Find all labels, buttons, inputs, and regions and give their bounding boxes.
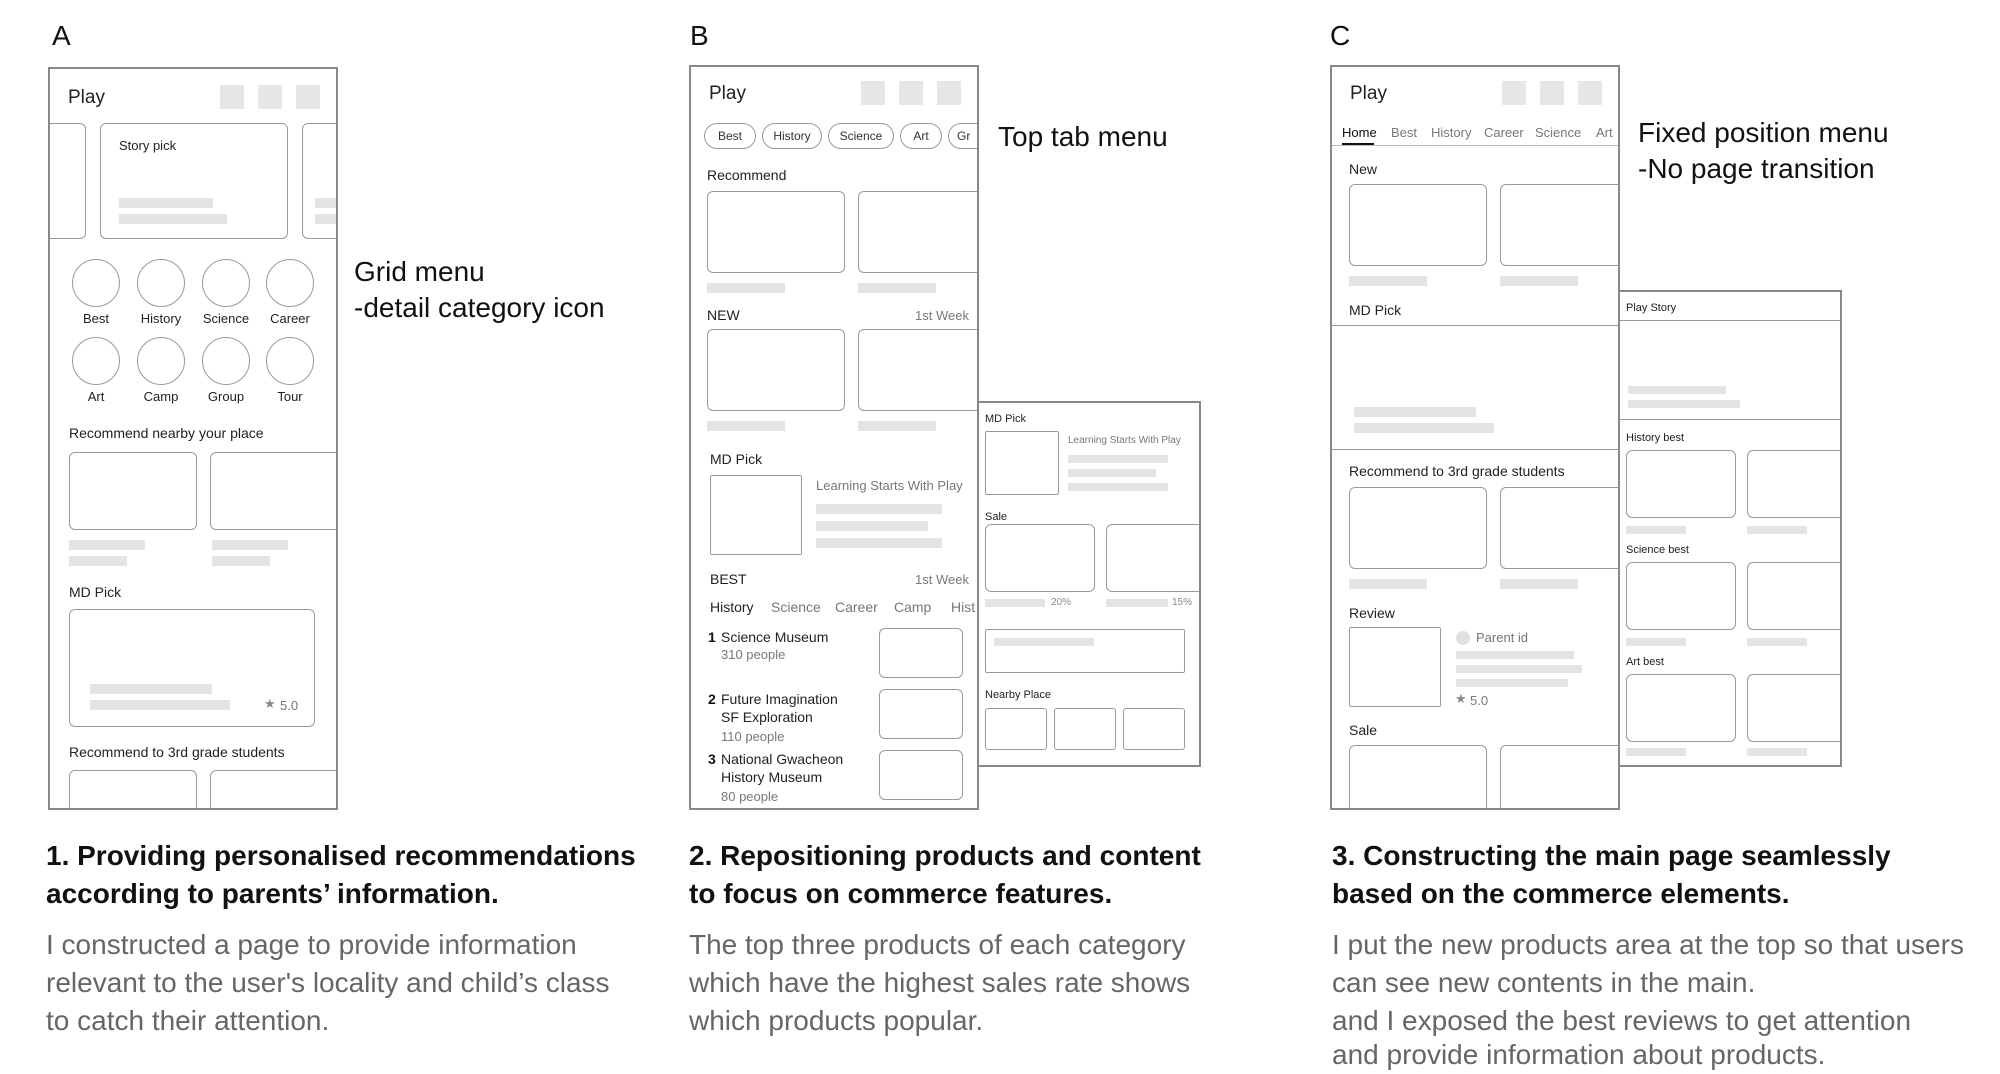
star-icon: ★ bbox=[1455, 691, 1467, 706]
category-label: History bbox=[140, 311, 182, 326]
placeholder-bar bbox=[816, 538, 942, 548]
header-icon[interactable] bbox=[1578, 81, 1602, 105]
placeholder-bar bbox=[816, 521, 928, 531]
section-description: I constructed a page to provide information bbox=[46, 929, 577, 960]
category-label: Group bbox=[207, 389, 245, 404]
tab-best[interactable]: Best bbox=[704, 123, 756, 149]
best-tab-science[interactable]: Science bbox=[771, 599, 821, 615]
section-title: MD Pick bbox=[69, 584, 122, 600]
product-card[interactable] bbox=[707, 191, 845, 273]
rank-people: 310 people bbox=[721, 647, 786, 662]
tab-career[interactable]: Career bbox=[1484, 125, 1524, 140]
avatar bbox=[1456, 631, 1470, 645]
md-pick-image[interactable] bbox=[710, 475, 802, 555]
header-icon[interactable] bbox=[1502, 81, 1526, 105]
star-icon: ★ bbox=[264, 696, 276, 711]
section-letter: C bbox=[1330, 20, 1351, 51]
placeholder-bar bbox=[1349, 579, 1427, 589]
placeholder-bar bbox=[1628, 386, 1726, 394]
wireframe-b-extension bbox=[979, 401, 1201, 767]
product-card[interactable] bbox=[1747, 674, 1842, 742]
placeholder-bar bbox=[1456, 679, 1568, 687]
tab-science[interactable]: Science bbox=[1535, 125, 1582, 140]
app-title: Play bbox=[1350, 83, 1387, 104]
placeholder-bar bbox=[69, 540, 145, 550]
section-description: I put the new products area at the top so that users bbox=[1332, 929, 1964, 960]
review-image[interactable] bbox=[1349, 627, 1441, 707]
product-card[interactable] bbox=[69, 452, 197, 530]
category-science-icon[interactable] bbox=[202, 259, 250, 307]
category-best-icon[interactable] bbox=[72, 259, 120, 307]
placeholder-bar bbox=[1626, 638, 1686, 646]
placeholder-bar bbox=[119, 198, 213, 208]
placeholder-bar bbox=[1456, 665, 1582, 673]
rank-number: 2 bbox=[708, 691, 716, 707]
product-card[interactable] bbox=[210, 452, 338, 530]
annotation: Grid menu bbox=[354, 256, 485, 287]
divider bbox=[1620, 419, 1842, 420]
tab-art[interactable]: Art bbox=[900, 123, 942, 149]
product-card[interactable] bbox=[858, 329, 979, 411]
rank-people: 80 people bbox=[721, 789, 779, 804]
carousel-card[interactable] bbox=[48, 123, 86, 239]
placeholder-bar bbox=[1068, 483, 1168, 491]
rank-thumbnail[interactable] bbox=[879, 750, 963, 800]
section-title: NEW bbox=[707, 307, 740, 323]
rank-name-line2: History Museum bbox=[721, 769, 823, 785]
header-icon[interactable] bbox=[899, 81, 923, 105]
section-description: The top three products of each category bbox=[689, 929, 1186, 960]
placeholder-bar bbox=[1628, 400, 1740, 408]
placeholder-bar bbox=[858, 283, 936, 293]
section-description: and provide information about products. bbox=[1332, 1039, 1826, 1070]
section-description: which products popular. bbox=[689, 1005, 984, 1036]
product-card[interactable] bbox=[858, 191, 979, 273]
product-card[interactable] bbox=[1626, 562, 1736, 630]
section-title: Recommend bbox=[707, 167, 787, 183]
section-description: and I exposed the best reviews to get attention bbox=[1332, 1005, 1912, 1036]
section-title: BEST bbox=[710, 571, 747, 587]
divider bbox=[1332, 145, 1620, 146]
rank-people: 110 people bbox=[721, 729, 785, 744]
placeholder-bar bbox=[315, 198, 338, 208]
placeholder-bar bbox=[858, 421, 936, 431]
md-pick-caption: Learning Starts With Play bbox=[1068, 435, 1181, 446]
nearby-card[interactable] bbox=[1123, 708, 1185, 750]
product-card[interactable] bbox=[1626, 450, 1736, 518]
header-icon[interactable] bbox=[861, 81, 885, 105]
annotation: Fixed position menu bbox=[1638, 117, 1889, 148]
section-heading: to focus on commerce features. bbox=[689, 878, 1113, 909]
placeholder-bar bbox=[707, 421, 785, 431]
section-title: MD Pick bbox=[985, 413, 1026, 425]
section-title: Recommend to 3rd grade students bbox=[69, 744, 285, 760]
section-heading: 1. Providing personalised recommendations bbox=[46, 840, 636, 871]
category-label: Tour bbox=[277, 389, 303, 404]
section-title: History best bbox=[1626, 432, 1685, 444]
product-card[interactable] bbox=[1500, 487, 1620, 569]
placeholder-bar bbox=[1747, 526, 1807, 534]
product-card[interactable] bbox=[1500, 184, 1620, 266]
sale-card[interactable] bbox=[1349, 745, 1487, 810]
rating: 5.0 bbox=[280, 698, 299, 713]
section-title: Sale bbox=[985, 511, 1008, 523]
placeholder-bar bbox=[1626, 748, 1686, 756]
category-group-icon[interactable] bbox=[202, 337, 250, 385]
rank-name-line2: SF Exploration bbox=[721, 709, 813, 725]
placeholder-bar bbox=[1500, 579, 1578, 589]
product-card[interactable] bbox=[1747, 562, 1842, 630]
section-title: Recommend to 3rd grade students bbox=[1349, 463, 1565, 479]
product-card[interactable] bbox=[69, 770, 197, 810]
header-icon[interactable] bbox=[1540, 81, 1564, 105]
section-letter: B bbox=[690, 20, 709, 51]
product-card[interactable] bbox=[707, 329, 845, 411]
section-title: Nearby Place bbox=[985, 689, 1052, 701]
rank-name[interactable]: National Gwacheon bbox=[721, 751, 844, 767]
product-card[interactable] bbox=[210, 770, 338, 810]
rank-number: 1 bbox=[708, 629, 716, 645]
placeholder-bar bbox=[212, 556, 270, 566]
wireframe-b bbox=[689, 65, 979, 810]
wireframe-c bbox=[1330, 65, 1620, 810]
nearby-card[interactable] bbox=[1054, 708, 1116, 750]
discount-label: 15% bbox=[1172, 597, 1193, 608]
section-heading: based on the commerce elements. bbox=[1332, 878, 1790, 909]
app-title: Play bbox=[68, 87, 105, 108]
wireframe-c-extension bbox=[1620, 290, 1842, 767]
tab-history[interactable]: History bbox=[1431, 125, 1472, 140]
reviewer-id: Parent id bbox=[1476, 630, 1529, 645]
placeholder-bar bbox=[212, 540, 288, 550]
header-icon[interactable] bbox=[937, 81, 961, 105]
section-title: Sale bbox=[1349, 722, 1378, 738]
carousel-card[interactable] bbox=[302, 123, 338, 239]
category-label: Science bbox=[202, 311, 250, 326]
tab-home[interactable]: Home bbox=[1342, 125, 1377, 140]
section-description: can see new contents in the main. bbox=[1332, 967, 1756, 998]
category-tour-icon[interactable] bbox=[266, 337, 314, 385]
placeholder-bar bbox=[1068, 455, 1168, 463]
sale-card[interactable] bbox=[985, 524, 1095, 592]
rank-thumbnail[interactable] bbox=[879, 689, 963, 739]
week-label: 1st Week bbox=[915, 308, 969, 323]
category-art-icon[interactable] bbox=[72, 337, 120, 385]
best-tab-hist[interactable]: Hist bbox=[951, 599, 976, 615]
placeholder-bar bbox=[707, 283, 785, 293]
tab-group[interactable]: Gr bbox=[948, 123, 979, 149]
annotation: -No page transition bbox=[1638, 153, 1875, 184]
product-card[interactable] bbox=[1349, 487, 1487, 569]
category-label: Best bbox=[82, 311, 109, 326]
placeholder-bar bbox=[90, 700, 230, 710]
app-title: Play bbox=[709, 83, 746, 104]
md-pick-caption: Learning Starts With Play bbox=[816, 478, 963, 493]
category-camp-icon[interactable] bbox=[137, 337, 185, 385]
section-heading: 3. Constructing the main page seamlessly bbox=[1332, 840, 1891, 871]
placeholder-bar bbox=[1354, 407, 1476, 417]
sale-card[interactable] bbox=[1500, 745, 1620, 810]
category-label: Art bbox=[87, 389, 105, 404]
discount-label: 20% bbox=[1051, 597, 1072, 608]
header-icon[interactable] bbox=[296, 85, 320, 109]
placeholder-bar bbox=[816, 504, 942, 514]
best-tab-history[interactable]: History bbox=[710, 599, 754, 615]
tab-art[interactable]: Art bbox=[1596, 125, 1613, 140]
placeholder-bar bbox=[1500, 276, 1578, 286]
md-pick-image[interactable] bbox=[985, 431, 1059, 495]
tab-best[interactable]: Best bbox=[1391, 125, 1418, 140]
rank-thumbnail[interactable] bbox=[879, 628, 963, 678]
product-card[interactable] bbox=[1747, 450, 1842, 518]
section-title: Recommend nearby your place bbox=[69, 425, 264, 441]
best-tab-camp[interactable]: Camp bbox=[894, 599, 932, 615]
rank-name[interactable]: Science Museum bbox=[721, 629, 829, 645]
section-letter: A bbox=[52, 20, 71, 51]
section-description: which have the highest sales rate shows bbox=[689, 967, 1191, 998]
placeholder-bar bbox=[1626, 526, 1686, 534]
md-pick-card[interactable] bbox=[69, 609, 315, 727]
category-label: Career bbox=[270, 311, 310, 326]
section-title: MD Pick bbox=[710, 451, 763, 467]
section-title: Science best bbox=[1626, 544, 1689, 556]
nearby-card[interactable] bbox=[985, 708, 1047, 750]
story-pick-card[interactable] bbox=[100, 123, 288, 239]
divider bbox=[1332, 325, 1620, 326]
product-card[interactable] bbox=[1626, 674, 1736, 742]
annotation: Top tab menu bbox=[998, 121, 1168, 152]
header-icon[interactable] bbox=[220, 85, 244, 109]
section-title: Review bbox=[1349, 605, 1395, 621]
week-label: 1st Week bbox=[915, 572, 969, 587]
section-description: relevant to the user's locality and child’s class bbox=[46, 967, 610, 998]
category-career-icon[interactable] bbox=[266, 259, 314, 307]
rank-name[interactable]: Future Imagination bbox=[721, 691, 838, 707]
placeholder-bar bbox=[985, 599, 1045, 607]
category-label: Camp bbox=[143, 389, 179, 404]
divider bbox=[1620, 320, 1842, 321]
placeholder-bar bbox=[315, 214, 338, 224]
header-icon[interactable] bbox=[258, 85, 282, 109]
placeholder-bar bbox=[69, 556, 127, 566]
section-description: to catch their attention. bbox=[46, 1005, 330, 1036]
category-history-icon[interactable] bbox=[137, 259, 185, 307]
section-title: New bbox=[1349, 161, 1378, 177]
section-title: Art best bbox=[1626, 656, 1664, 668]
story-pick-label: Story pick bbox=[119, 138, 177, 153]
product-card[interactable] bbox=[1349, 184, 1487, 266]
placeholder-bar bbox=[1354, 423, 1494, 433]
placeholder-bar bbox=[119, 214, 227, 224]
placeholder-bar bbox=[1349, 276, 1427, 286]
annotation: -detail category icon bbox=[354, 292, 605, 323]
placeholder-bar bbox=[1106, 599, 1168, 607]
placeholder-bar bbox=[90, 684, 212, 694]
sale-card[interactable] bbox=[1106, 524, 1201, 592]
tab-history[interactable]: History bbox=[762, 123, 822, 149]
best-tab-career[interactable]: Career bbox=[835, 599, 878, 615]
rating: 5.0 bbox=[1470, 693, 1489, 708]
tab-science[interactable]: Science bbox=[828, 123, 894, 149]
section-heading: according to parents’ information. bbox=[46, 878, 499, 909]
placeholder-bar bbox=[994, 638, 1094, 646]
wireframe-a bbox=[48, 67, 338, 810]
placeholder-bar bbox=[1747, 638, 1807, 646]
section-heading: 2. Repositioning products and content bbox=[689, 840, 1201, 871]
placeholder-bar bbox=[1456, 651, 1574, 659]
banner-card[interactable] bbox=[985, 629, 1185, 673]
divider bbox=[1332, 449, 1620, 450]
placeholder-bar bbox=[1747, 748, 1807, 756]
section-title: MD Pick bbox=[1349, 302, 1402, 318]
rank-number: 3 bbox=[708, 751, 716, 767]
placeholder-bar bbox=[1068, 469, 1156, 477]
section-title: Play Story bbox=[1626, 302, 1677, 314]
